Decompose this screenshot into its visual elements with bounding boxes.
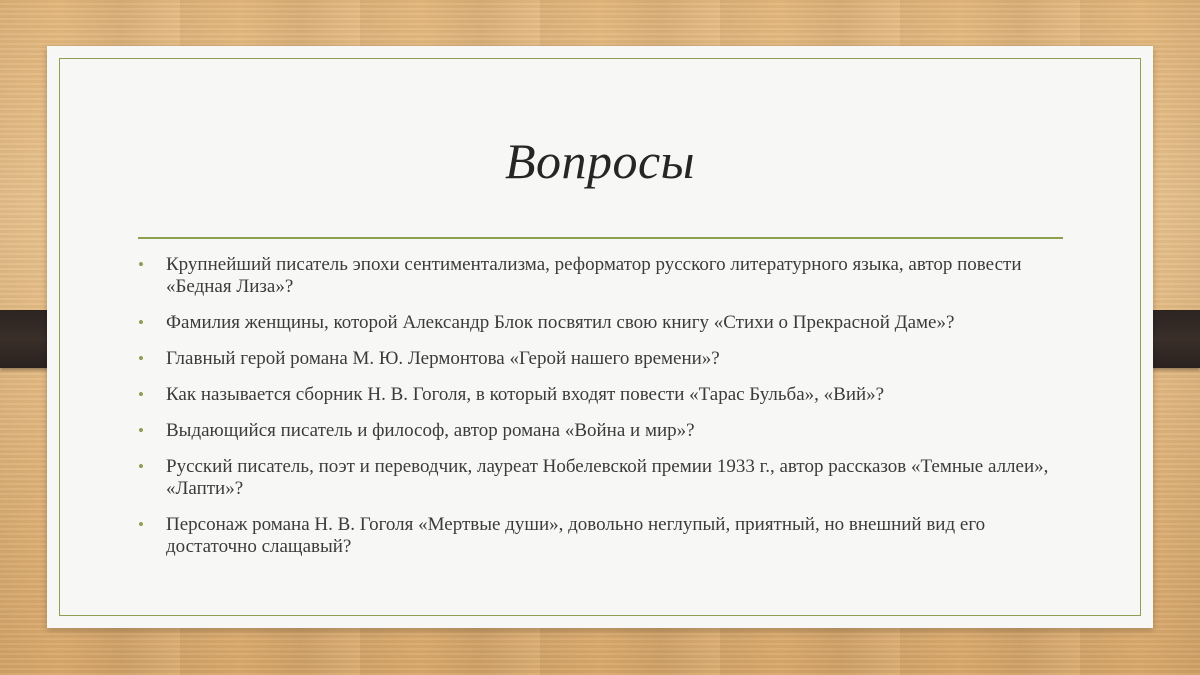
list-item bbox=[136, 348, 1066, 370]
list-item bbox=[136, 312, 1066, 334]
list-item bbox=[136, 514, 1066, 558]
question-text: Выдающийся писатель и философ, автор романа «Война и мир»? bbox=[166, 420, 695, 441]
slide-card bbox=[47, 46, 1153, 628]
list-item bbox=[136, 456, 1066, 500]
question-text: Как называется сборник Н. В. Гоголя, в который входят повести «Тарас Бульба», «Вий»? bbox=[166, 384, 885, 405]
bullet-icon: • bbox=[138, 515, 144, 534]
question-text: Русский писатель, поэт и переводчик, лауреат Нобелевской премии 1933 г., автор рассказов «Темные аллеи», «Лапти»? bbox=[166, 456, 1049, 499]
bullet-icon: • bbox=[138, 349, 144, 368]
list-item bbox=[136, 384, 1066, 406]
bullet-icon: • bbox=[138, 255, 144, 274]
bullet-icon: • bbox=[138, 385, 144, 404]
question-text: Персонаж романа Н. В. Гоголя «Мертвые души», довольно неглупый, приятный, но внешний вид его достаточно слащавый? bbox=[166, 514, 986, 557]
bullet-icon: • bbox=[138, 313, 144, 332]
list-item bbox=[136, 254, 1066, 298]
question-text: Главный герой романа М. Ю. Лермонтова «Герой нашего времени»? bbox=[166, 348, 720, 369]
bullet-icon: • bbox=[138, 457, 144, 476]
slide-title: Вопросы bbox=[504, 133, 696, 189]
title-divider bbox=[138, 237, 1063, 239]
list-item bbox=[136, 420, 1066, 442]
bullet-icon: • bbox=[138, 421, 144, 440]
question-text: Фамилия женщины, которой Александр Блок посвятил свою книгу «Стихи о Прекрасной Даме»? bbox=[166, 312, 955, 333]
question-list bbox=[136, 254, 1066, 572]
question-text: Крупнейший писатель эпохи сентиментализма, реформатор русского литературного языка, автор повести «Бедная Лиза»? bbox=[166, 254, 1022, 297]
